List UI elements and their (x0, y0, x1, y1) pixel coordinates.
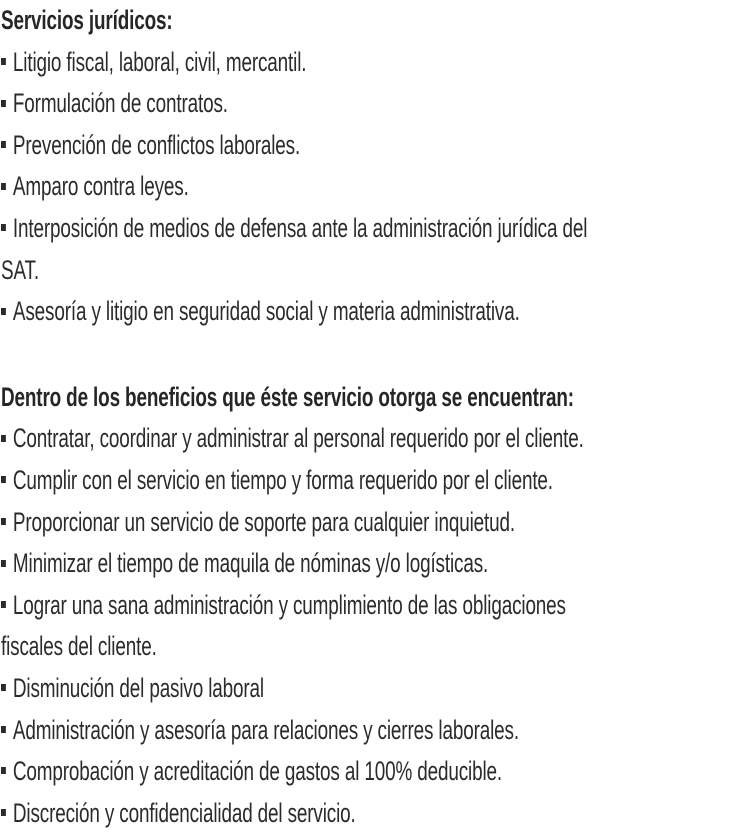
list-item-continuation: fiscales del cliente. (1, 631, 157, 662)
bullet-icon (1, 58, 6, 65)
list-item: Litigio fiscal, laboral, civil, mercantil. (1, 42, 528, 84)
list-item: Lograr una sana administración y cumplimiento de las obligaciones (1, 585, 528, 627)
list-item: Prevención de conflictos laborales. (1, 125, 528, 167)
bullet-icon (1, 224, 6, 231)
document-body (1, 0, 754, 834)
bullet-icon (1, 476, 6, 483)
list-item: Administración y asesoría para relaciones y cierres laborales. (1, 710, 528, 752)
bullet-icon (1, 809, 6, 816)
list-item: Interposición de medios de defensa ante la administración jurídica del (1, 208, 528, 250)
list-item: Comprobación y acreditación de gastos al 100% deducible. (1, 751, 528, 793)
list-item: Discreción y confidencialidad del servicio. (1, 793, 528, 834)
list-item: Proporcionar un servicio de soporte para cualquier inquietud. (1, 502, 528, 544)
list-item: Contratar, coordinar y administrar al personal requerido por el cliente. (1, 418, 528, 460)
list-item: Amparo contra leyes. (1, 166, 528, 208)
section-heading-servicios-juridicos: Servicios jurídicos: (1, 5, 173, 35)
bullet-icon (1, 141, 6, 148)
bullet-icon (1, 518, 6, 525)
list-item: Disminución del pasivo laboral (1, 668, 528, 710)
list-item: Asesoría y litigio en seguridad social y materia administrativa. (1, 291, 528, 333)
list-item: Cumplir con el servicio en tiempo y forma requerido por el cliente. (1, 460, 528, 502)
section-spacer (1, 333, 754, 377)
list-item-continuation: SAT. (1, 254, 39, 285)
bullet-icon (1, 100, 6, 107)
bullet-icon (1, 726, 6, 733)
section-heading-beneficios: Dentro de los beneficios que éste servicio otorga se encuentran: (1, 381, 574, 412)
bullet-icon (1, 560, 6, 567)
list-item: Formulación de contratos. (1, 83, 528, 125)
bullet-icon (1, 767, 6, 774)
bullet-icon (1, 183, 6, 190)
bullet-icon (1, 684, 6, 691)
bullet-icon (1, 601, 6, 608)
bullet-icon (1, 435, 6, 442)
bullet-icon (1, 308, 6, 315)
list-item: Minimizar el tiempo de maquila de nóminas y/o logísticas. (1, 543, 528, 585)
